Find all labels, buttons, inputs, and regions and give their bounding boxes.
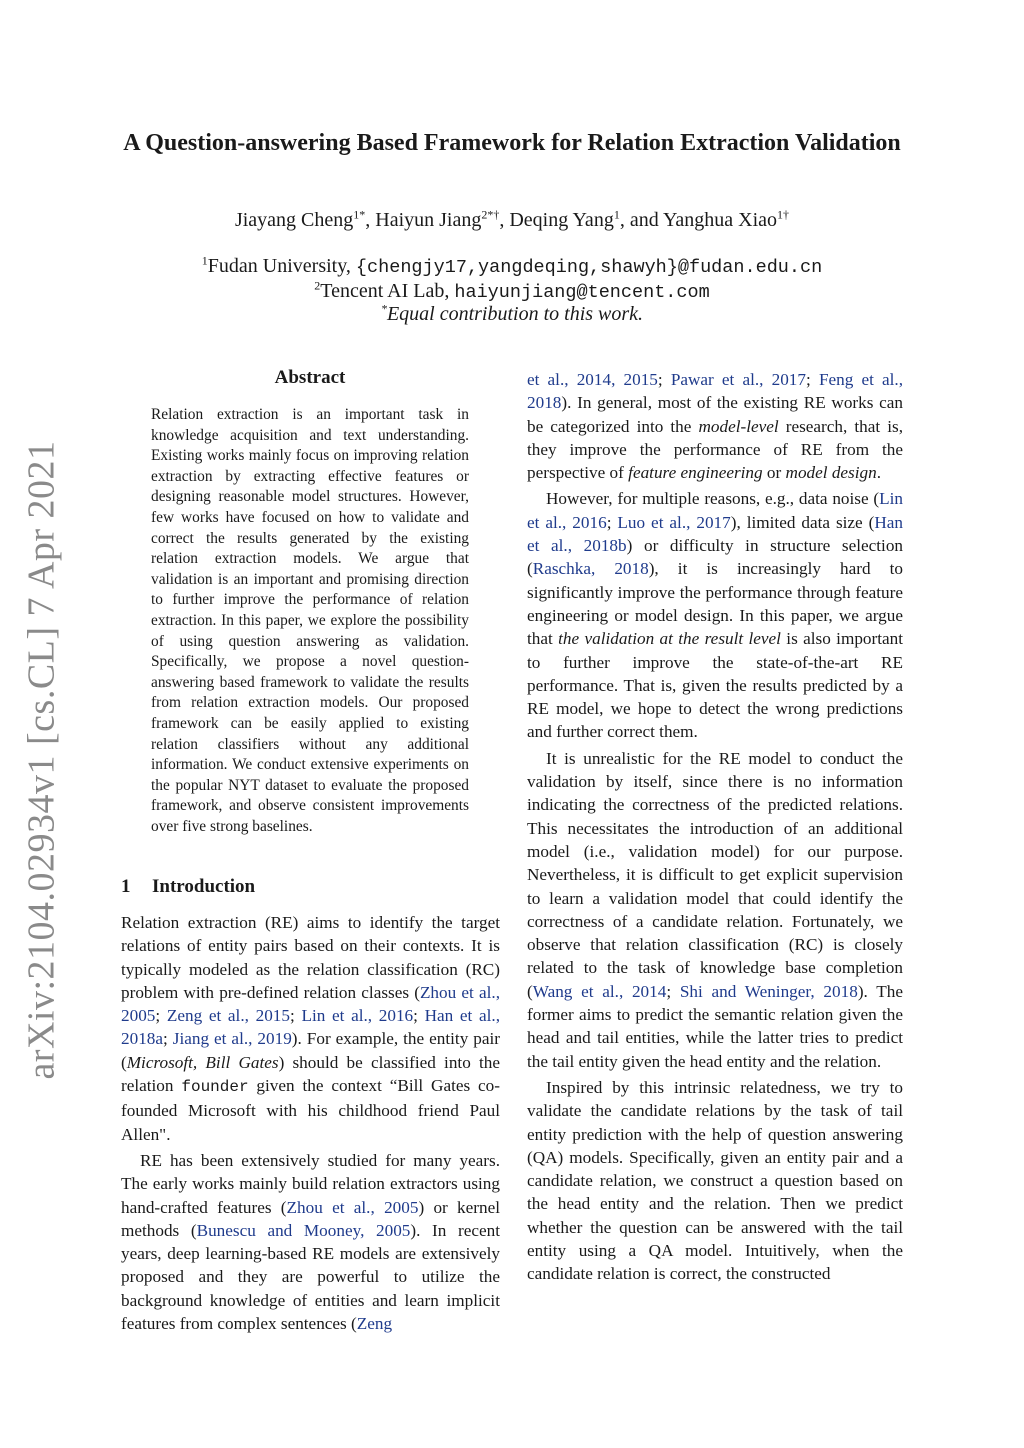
citation-link[interactable]: Zhou et al., 2005 — [286, 1197, 419, 1217]
body-text: research, that is, they improve the performance of RE from the perspective of — [527, 416, 903, 483]
body-text: or — [762, 463, 786, 483]
section-number: 1 — [121, 876, 131, 897]
intro-paragraph-4 — [527, 747, 903, 1073]
body-text: ). For example, the entity pair ( — [121, 1029, 500, 1072]
abstract-text: Relation extraction is an important task in knowledge acquisition and text understanding. Existing works mainly focus on improving relation extraction by extracting effective features or designing reasonable model structures. However, few works have focused on how to validate and correct the results generated by the existing relation extraction models. We argue that validation is an important and promising direction to further improve the performance of relation extraction. In this paper, we explore the possibility of using question answering as validation. Specifically, we propose a novel question-answering based framework to validate the results from relation extraction models. Our proposed framework can be easily applied to existing relation classifiers without any additional information. We conduct extensive experiments on the popular NYT dataset to evaluate the proposed framework, and observe consistent improvements over five strong baselines. — [151, 406, 469, 835]
affiliation-tencent — [120, 280, 904, 303]
affiliation-marker: 2 — [314, 278, 321, 293]
affiliation-email[interactable]: {chengjy17,yangdeqing,shawyh}@fudan.edu.cn — [355, 257, 823, 278]
citation-separator: ; — [666, 981, 680, 1001]
body-text: is also important to further improve the state-of-the-art RE performance. That is, given the results predicted by a RE model, we hope to detect the wrong predictions and further correct them. — [527, 629, 904, 742]
author-separator: , — [499, 209, 510, 231]
body-text: ). In general, most of the existing RE works can be categorized into the — [527, 393, 903, 436]
section-title: Introduction — [152, 876, 256, 897]
citation-link[interactable]: Lin et al., 2016 — [301, 1006, 414, 1026]
body-text: ) should be classified into the relation — [121, 1052, 500, 1096]
affiliation-email[interactable]: haiyunjiang@tencent.com — [454, 282, 710, 303]
citation-link[interactable]: Han et al., 2018b — [527, 512, 903, 556]
citation-link[interactable]: et al., 2014, 2015 — [527, 370, 658, 389]
author-name: Deqing Yang — [509, 209, 614, 231]
affiliation-fudan — [120, 255, 904, 278]
author-separator: , — [365, 209, 376, 231]
emphasis-text: model design — [785, 463, 877, 483]
emphasis-text: feature engineering — [628, 463, 763, 483]
author-marker: 2*† — [481, 207, 500, 222]
body-text: It is unrealistic for the RE model to conduct the validation by itself, since there is no information indicating the correctness of the predicted relations. This necessitates the introduction of an additional model (i.e., validation model) for our purpose. Nevertheless, it is difficult to get explicit supervision to learn a validation model that could identify the correctness of a candidate relation. Fortunately, we observe that relation classification (RC) is closely related to the task of knowledge base completion ( — [527, 748, 903, 1001]
intro-paragraph-2-continued — [527, 368, 903, 484]
citation-separator: ; — [289, 1006, 302, 1026]
emphasis-text: the validation at the result level — [558, 629, 781, 649]
note-text: Equal contribution to this work. — [386, 303, 644, 325]
note-marker: * — [380, 301, 387, 316]
intro-paragraph-5 — [527, 1076, 903, 1286]
citation-separator: ; — [413, 1006, 425, 1026]
body-text: ) or difficulty in structure selection ( — [527, 536, 904, 579]
intro-paragraph-3 — [527, 487, 903, 743]
emphasis-text: model-level — [698, 416, 779, 436]
body-text: ). In recent years, deep learning-based RE models are extensively proposed and they are powerful to utilize the background knowledge of entities and learn implicit features from complex sentences ( — [121, 1220, 500, 1334]
equal-contribution-note — [120, 303, 904, 326]
citation-link[interactable]: Luo et al., 2017 — [617, 512, 731, 532]
author-marker: 1* — [353, 207, 366, 222]
affiliation-name: Fudan University, — [207, 255, 356, 277]
intro-paragraph-2 — [121, 1149, 500, 1335]
author-marker: 1† — [777, 207, 790, 222]
body-text: ), it is increasingly hard to significantly improve the performance through feature engineering or model design. In this paper, we argue that — [527, 559, 903, 649]
citation-link[interactable]: Zhou et al., 2005 — [121, 982, 500, 1026]
affiliation-marker: 1 — [201, 253, 208, 268]
citation-link[interactable]: Bunescu and Mooney, 2005 — [196, 1220, 411, 1240]
body-text: . — [876, 463, 882, 483]
author-name: Jiayang Cheng — [234, 209, 354, 231]
citation-link[interactable]: Han et al., 2018a — [121, 1006, 501, 1049]
author-separator: , and — [619, 209, 663, 231]
author-name: Haiyun Jiang — [375, 209, 482, 231]
body-text: However, for multiple reasons, e.g., data noise ( — [546, 489, 880, 509]
body-text: given the context “Bill Gates co-founded Microsoft with his childhood friend Paul Allen". — [121, 1076, 500, 1144]
left-column-body — [121, 911, 500, 1335]
body-text: ). The former aims to predict the semantic relation given the head and tail entities, while the latter tries to predict the tail entity given the head entity and the relation. — [527, 981, 903, 1071]
author-name: Yanghua Xiao — [662, 209, 778, 231]
citation-link[interactable]: Shi and Weninger, 2018 — [679, 981, 858, 1001]
citation-link[interactable]: Feng et al., 2018 — [527, 370, 904, 413]
citation-link[interactable]: Wang et al., 2014 — [532, 981, 667, 1001]
citation-separator: ; — [806, 370, 819, 389]
body-text: RE has been extensively studied for many years. The early works mainly build relation extractors using hand-crafted features ( — [121, 1150, 500, 1217]
citation-link[interactable]: Zeng — [356, 1314, 393, 1334]
citation-separator: ; — [657, 370, 671, 389]
author-list — [120, 209, 904, 232]
citation-separator: ; — [163, 1029, 173, 1049]
citation-link[interactable]: Raschka, 2018 — [532, 559, 649, 579]
section-heading-introduction — [121, 876, 501, 898]
body-text: ), limited data size ( — [730, 512, 875, 532]
relation-code: founder — [181, 1078, 249, 1097]
citation-link[interactable]: Jiang et al., 2019 — [172, 1029, 292, 1049]
author-marker: 1 — [613, 207, 620, 222]
body-text: Inspired by this intrinsic relatedness, we try to validate the candidate relations by the task of tail entity prediction with the help of question answering (QA) models. Specifically, given an entity pair and a candidate relation, we construct a question based on the head entity and the relation. Then we predict whether the question can be answered with the tail entity using a QA model. Intuitively, when the candidate relation is correct, the constructed — [527, 1077, 903, 1284]
citation-link[interactable]: Pawar et al., 2017 — [670, 370, 806, 389]
intro-paragraph-1 — [121, 911, 500, 1146]
body-text: ) or kernel methods ( — [121, 1197, 501, 1240]
right-column-body — [527, 368, 903, 1286]
citation-separator: ; — [155, 1006, 167, 1026]
abstract-heading: Abstract — [274, 367, 346, 388]
arxiv-side-identifier — [12, 440, 72, 1080]
body-text: Relation extraction (RE) aims to identify the target relations of entity pairs based on their contexts. It is typically modeled as the relation classification (RC) problem with pre-defined relation classes ( — [121, 913, 500, 1002]
paper-title: A Question-answering Based Framework for Relation Extraction Validation — [123, 130, 901, 156]
citation-separator: ; — [606, 512, 618, 532]
affiliation-name: Tencent AI Lab, — [320, 280, 455, 302]
arxiv-id-text: arXiv:2104.02934v1 [cs.CL] 7 Apr 2021 — [21, 440, 64, 1080]
citation-link[interactable]: Zeng et al., 2015 — [166, 1006, 290, 1026]
entity-pair-emphasis: Microsoft, Bill Gates — [126, 1052, 279, 1072]
citation-link[interactable]: Lin et al., 2016 — [527, 489, 903, 532]
